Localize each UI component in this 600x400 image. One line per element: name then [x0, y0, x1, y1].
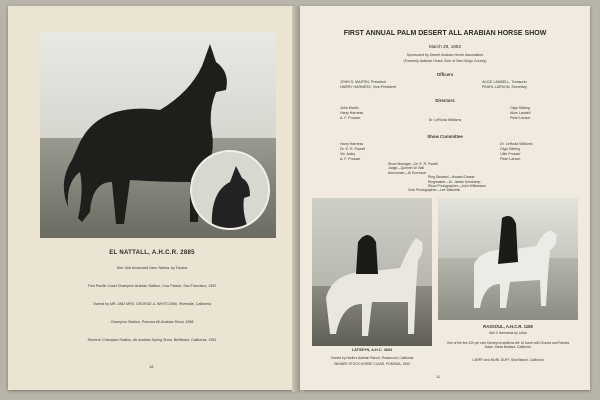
committee-right: Dr. LeRoda Williams Olga Silberg Lillie Prosser Pearl Larson [500, 142, 533, 161]
page-number-left: 18 [149, 364, 154, 369]
officers-heading: Officers [436, 72, 454, 77]
latseyn-caption-title: LATSEYN, A.H.C. 3654 [351, 348, 393, 352]
award-line-1: First Pacific Coast Champion Arabian Stallion, Cow Palace, San Francisco, 1952 [87, 284, 217, 288]
rassoul-owners: LARRY and MURL DUFF, Seal Beach, California [472, 358, 544, 362]
rassoul-photo [438, 198, 578, 320]
stallion-photo [40, 32, 276, 238]
left-page [8, 6, 296, 390]
sire-dam: Sire: Alla Amarward Dam: Nakha, by Farana [116, 266, 188, 270]
rassoul-pedigree: Abil X Hamrama by Lelan [489, 331, 527, 335]
rassoul-description: One of the few 100 per cent Davenport stallions left. At home with Charles and Pamela Nolan, Santa Barbara, California. [446, 341, 570, 349]
latseyn-photo [312, 198, 432, 346]
page-number-right: 11 [436, 374, 441, 379]
officers-right: ALICE LANDELL, Treasurer PEARL LARSON, Secretary [482, 80, 527, 89]
show-date: March 29, 1953 [429, 44, 461, 49]
directors-center: Dr. LeRoda Williams [428, 118, 462, 122]
award-line-3: Reserve Champion Stallion, All-Arabian Spring Show, Bellflower, California, 1952 [87, 338, 217, 342]
show-committee-heading: Show Committee [427, 134, 463, 139]
owner-line: Owned by MR. AND MRS. GEORGE A. WHITCOMB, Riverside, California [92, 302, 212, 306]
directors-left: John Martin Harry Harness A. F. Prosser [340, 106, 364, 120]
latseyn-award: WINNER STOCK HORSE CLASS, POMONA, 1950 [334, 362, 410, 366]
sponsor-line-1: Sponsored by Desert Arabian Horse Association [406, 53, 484, 57]
booklet-spread [8, 6, 592, 394]
directors-heading: Directors [435, 98, 455, 103]
right-page [300, 6, 590, 390]
horse-name-caption: EL NATTALL, A.H.C.R. 2885 [109, 250, 195, 256]
officers-left: JOHN S. MARTIN, President HARRY HARNESS, Vice-President [340, 80, 397, 89]
rassoul-caption-title: RASSOUL, A.H.C.R. 1189 [483, 324, 533, 329]
show-title: FIRST ANNUAL PALM DESERT ALL ARABIAN HORSE SHOW [343, 30, 547, 37]
inset-portrait [190, 150, 270, 230]
sponsor-line-2: (Formerly Arabian Horse Club of San Diego County) [403, 59, 487, 63]
directors-right: Olga Silberg Alice Landell Pearl Larson [510, 106, 531, 120]
award-line-2: Champion Stallion, Pomona All-Arabian Show, 1958 [110, 320, 194, 324]
latseyn-owner: Owned by Harlin's Arabian Ranch, Rosamond, California [330, 356, 414, 360]
committee-center: Show Manager—Dr. E. R. Powell Judge—Quentin W. Ball Announcer—Al Sorenson Ring Steward—Howard Deane Ringmaster—Dr. James Kernkamp Show Photographer—John Williamson Club Photographer—Lee Wanolick [388, 162, 487, 193]
committee-left: Harry Harness Dr. E. R. Powell Vic Jacky A. F. Prosser [340, 142, 366, 161]
